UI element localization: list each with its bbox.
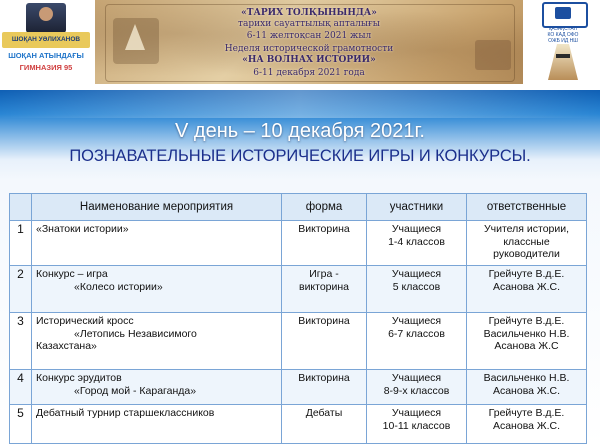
header-participants: участники	[367, 194, 467, 221]
event-name-line: «Город мой - Караганда»	[74, 384, 197, 397]
event-responsible	[467, 405, 587, 444]
event-form	[282, 313, 367, 370]
school-logo-name	[2, 50, 90, 74]
event-name	[32, 370, 282, 405]
table-row	[10, 266, 587, 313]
history-week-banner	[95, 0, 523, 84]
row-number: 4	[10, 370, 32, 405]
participants-line: 5 классов	[392, 280, 441, 293]
banner-dates-ru: 6-11 декабря 2021 года	[253, 68, 365, 78]
event-name-line: «Летопись Независимого	[74, 327, 197, 340]
event-participants	[367, 405, 467, 444]
event-participants	[367, 221, 467, 266]
event-form-line: Викторина	[298, 223, 350, 235]
event-form-line: викторина	[298, 280, 350, 293]
event-name-line: Конкурс эрудитов	[36, 372, 122, 384]
responsible-line: руководители	[493, 248, 560, 260]
event-form-line: Дебаты	[305, 407, 343, 419]
event-participants	[367, 370, 467, 405]
participants-line: 10-11 классов	[382, 419, 451, 432]
header-form: форма	[282, 194, 367, 221]
event-name-line: Конкурс – игра	[36, 268, 108, 280]
event-form	[282, 405, 367, 444]
table-header-row	[10, 194, 587, 221]
event-form	[282, 370, 367, 405]
event-name-line: «Колесо истории»	[74, 280, 163, 293]
event-name	[32, 405, 282, 444]
event-responsible	[467, 221, 587, 266]
top-banner	[0, 0, 600, 86]
row-number: 1	[10, 221, 32, 266]
table-row	[10, 370, 587, 405]
responsible-line: Асанова Ж.С	[494, 340, 559, 352]
row-number: 5	[10, 405, 32, 444]
responsible-line: классные	[503, 235, 550, 248]
events-table	[9, 193, 587, 444]
banner-title-kz: «ТАРИХ ТОЛҚЫНЫНДА»	[241, 8, 377, 18]
table-row	[10, 221, 587, 266]
event-form	[282, 221, 367, 266]
event-name-line: «Знатоки истории»	[36, 223, 129, 235]
row-number: 3	[10, 313, 32, 370]
event-responsible	[467, 313, 587, 370]
event-name	[32, 266, 282, 313]
school-logo-ribbon: ШОҚАН УӘЛИХАНОВ	[2, 32, 90, 48]
responsible-line: Асанова Ж.С.	[492, 280, 561, 293]
participants-line: Учащиеся	[391, 223, 442, 235]
school-name-line-2	[2, 62, 90, 74]
responsible-line: Грейчуте В.д.Е.	[488, 407, 565, 419]
event-form-line: Викторина	[298, 315, 350, 327]
day-heading: V день – 10 декабря 2021г.	[175, 120, 425, 142]
org-logo-code: ОЖБ ИД НШ	[548, 38, 578, 44]
slide-glow	[0, 90, 600, 118]
event-name-line: Дебатный турнир старшеклассников	[36, 407, 215, 419]
responsible-line: Васильченко Н.В.	[483, 372, 570, 384]
responsible-line: Грейчуте В.д.Е.	[488, 268, 565, 280]
row-number: 2	[10, 266, 32, 313]
participants-line: 6-7 классов	[388, 327, 445, 340]
table-row	[10, 313, 587, 370]
event-responsible	[467, 266, 587, 313]
responsible-line: Учителя истории,	[483, 223, 570, 235]
event-name-line: Исторический кросс	[36, 315, 134, 327]
event-name-line: Казахстана»	[36, 340, 97, 352]
school-years: 95	[63, 63, 73, 72]
event-responsible	[467, 370, 587, 405]
participants-line: Учащиеся	[391, 372, 442, 384]
event-name	[32, 313, 282, 370]
slide	[0, 90, 600, 447]
school-logo	[0, 0, 92, 82]
responsible-line: Асанова Ж.С.	[492, 419, 561, 432]
event-form-line: Игра -	[309, 268, 339, 280]
participants-line: 8-9-х классов	[383, 384, 450, 397]
responsible-line: Васильченко Н.В.	[483, 327, 570, 340]
responsible-line: Асанова Ж.С.	[492, 384, 561, 397]
theme-heading: ПОЗНАВАТЕЛЬНЫЕ ИСТОРИЧЕСКИЕ ИГРЫ И КОНКУРСЫ.	[69, 147, 531, 165]
school-name-line-1: ШОҚАН АТЫНДАҒЫ	[8, 51, 84, 60]
header-responsible: ответственные	[467, 194, 587, 221]
emblem-icon	[542, 2, 588, 28]
event-name	[32, 221, 282, 266]
event-participants	[367, 266, 467, 313]
school-name-gymnasium: ГИМНАЗИЯ	[19, 63, 62, 72]
table-row	[10, 405, 587, 444]
participants-line: Учащиеся	[391, 407, 442, 419]
header-number	[10, 194, 32, 221]
responsible-line: Грейчуте В.д.Е.	[488, 315, 565, 327]
org-logo-top-text: ҚАЗАҚСТАН	[548, 26, 578, 32]
tower-icon	[548, 44, 578, 80]
header-event-name: Наименование мероприятия	[32, 194, 282, 221]
participants-line: Учащиеся	[391, 268, 442, 280]
banner-title-ru: «НА ВОЛНАХ ИСТОРИИ»	[242, 55, 376, 65]
event-form	[282, 266, 367, 313]
organization-logo	[526, 0, 600, 84]
portrait-image	[26, 3, 66, 33]
banner-subtitle-ru: Неделя исторической грамотности	[224, 44, 394, 54]
banner-dates-kz: 6-11 желтоқсан 2021 жыл	[246, 31, 372, 41]
banner-subtitle-kz: тарихи сауаттылық апталығы	[238, 19, 380, 29]
event-form-line: Викторина	[298, 372, 350, 384]
event-participants	[367, 313, 467, 370]
participants-line: Учащиеся	[391, 315, 442, 327]
participants-line: 1-4 классов	[388, 235, 445, 248]
org-logo-mid-text: КО КАД ОФО	[547, 32, 579, 38]
